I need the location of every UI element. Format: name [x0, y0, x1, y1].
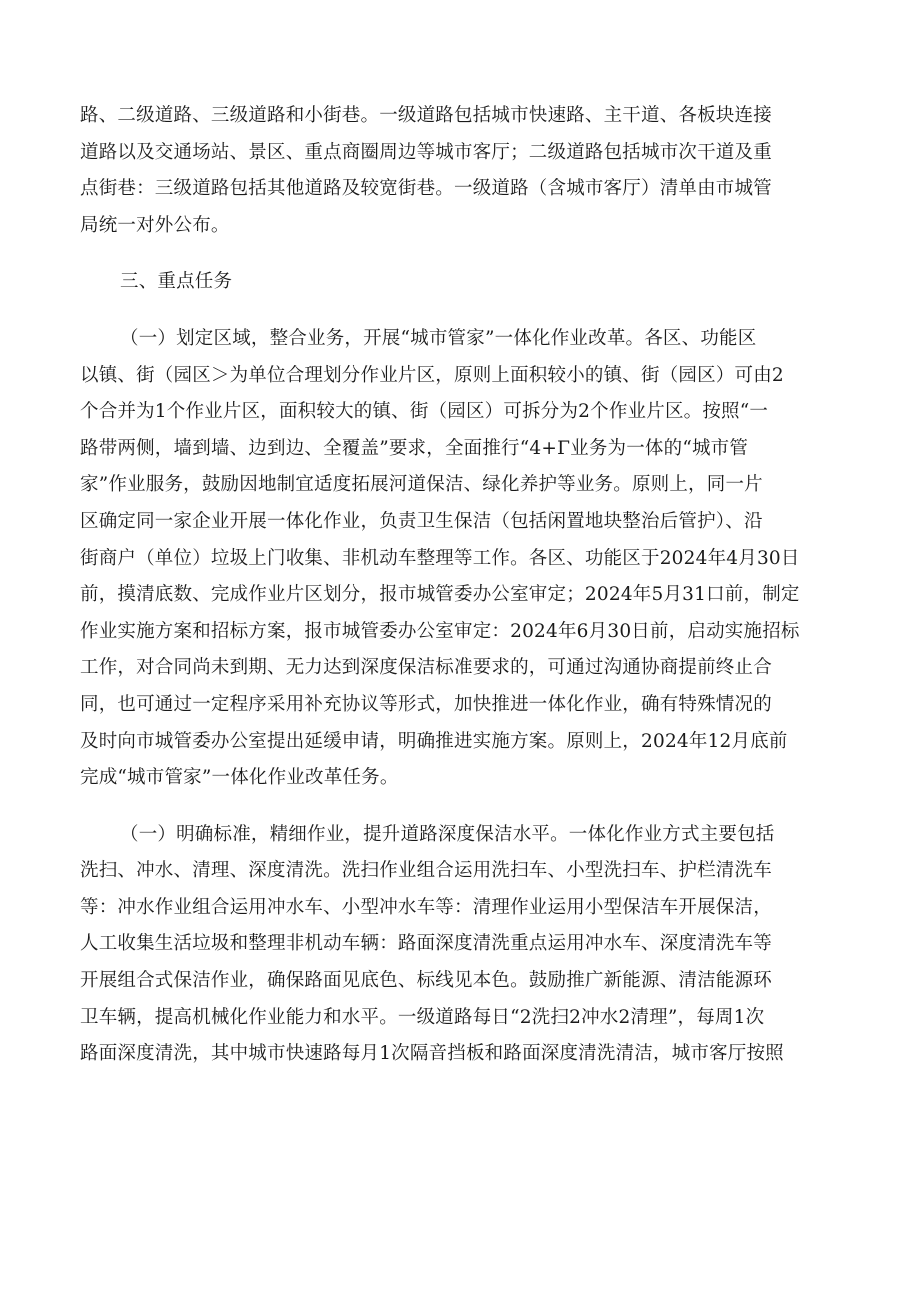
text-line: 工作，对合同尚未到期、无力达到深度保洁标准要求的，可通过沟通协商提前终止合 [80, 657, 772, 679]
paragraph-gap [80, 301, 840, 321]
paragraph-gap [80, 797, 840, 817]
text-line: 局统一对外公布。 [80, 214, 230, 236]
text-line: 路面深度清洗，其中城市快速路每月1次隔音挡板和路面深度清洗清洁，城市客厅按照 [80, 1043, 784, 1065]
text-line: 道路以及交通场站、景区、重点商圈周边等城市客厅；二级道路包括城市次干道及重 [80, 141, 772, 163]
text-line: 街商户（单位）垃圾上门收集、非机动车整理等工作。各区、功能区于2024年4月30日 [80, 547, 800, 569]
text-line: 洗扫、冲水、清理、深度清洗。洗扫作业组合运用洗扫车、小型洗扫车、护栏清洗车 [80, 860, 772, 882]
text-line: 区确定同一家企业开展一体化作业，负责卫生保洁（包括闲置地块整治后管护）、沿 [80, 510, 763, 532]
text-line: 卫车辆，提高机械化作业能力和水平。一级道路每日“2洗扫2冲水2清理”，每周1次 [80, 1006, 765, 1028]
paragraph-gap [80, 244, 840, 264]
text-line: 完成“城市管家”一体化作业改革任务。 [80, 767, 399, 789]
text-line: 个合并为1个作业片区，面积较大的镇、街（园区）可拆分为2个作业片区。按照“一 [80, 401, 769, 423]
text-line: 路、二级道路、三级道路和小街巷。一级道路包括城市快速路、主干道、各板块连接 [80, 105, 772, 126]
text-line: 作业实施方案和招标方案，报市城管委办公室审定：2024年6月30日前，启动实施招标 [80, 620, 800, 642]
section-heading: 三、重点任务 [120, 271, 233, 293]
text-line: 人工收集生活垃圾和整理非机动车辆：路面深度清洗重点运用冲水车、深度清洗车等 [80, 933, 772, 955]
paragraph-task-2 [80, 817, 840, 1073]
text-line: （一）划定区域，整合业务，开展“城市管家”一体化作业改革。各区、功能区 [120, 327, 757, 349]
paragraph-road-classification [80, 98, 840, 244]
text-line: 以镇、街（园区＞为单位合理划分作业片区，原则上面积较小的镇、街（园区）可由2 [80, 364, 784, 386]
text-line: 前，摸清底数、完成作业片区划分，报市城管委办公室审定；2024年5月31口前，制定 [80, 584, 800, 606]
text-line: 等：冲水作业组合运用冲水车、小型冲水车等：清理作业运用小型保洁车开展保洁， [80, 896, 772, 918]
text-line: （一）明确标准，精细作业，提升道路深度保洁水平。一体化作业方式主要包括 [120, 823, 775, 845]
text-line: 路带两侧，墙到墙、边到边、全覆盖”要求，全面推行“4+Γ业务为一体的“城市管 [80, 437, 749, 459]
text-line: 家”作业服务，鼓励因地制宜适度拓展河道保洁、绿化养护等业务。原则上，同一片 [80, 474, 763, 496]
text-line: 点街巷：三级道路包括其他道路及较宽街巷。一级道路（含城市客厅）清单由市城管 [80, 178, 772, 200]
paragraph-task-1 [80, 321, 840, 797]
text-line: 同，也可通过一定程序采用补充协议等形式，加快推进一体化作业，确有特殊情况的 [80, 693, 772, 715]
text-line: 及时向市城管委办公室提出延缓申请，明确推进实施方案。原则上，2024年12月底前 [80, 730, 788, 752]
text-line: 开展组合式保洁作业，确保路面见底色、标线见本色。鼓励推广新能源、清洁能源环 [80, 970, 772, 992]
document-body [80, 98, 840, 1073]
